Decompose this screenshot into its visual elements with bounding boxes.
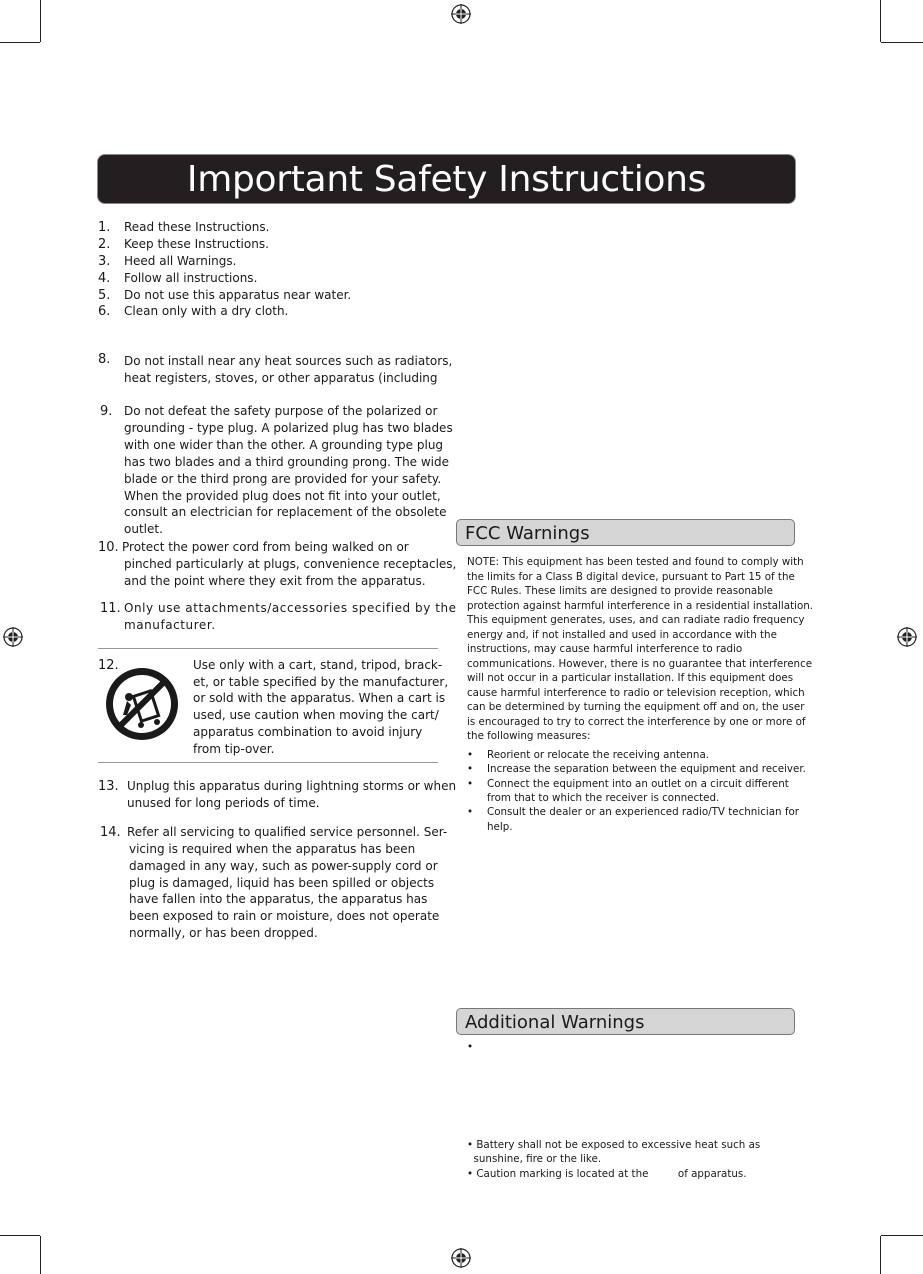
crop-mark [880,0,881,42]
item-text: Heed all Warnings. [124,254,237,268]
item-text: damaged in any way, such as power-supply cord or [129,859,438,873]
item-text: and the point where they exit from the apparatus. [124,574,426,588]
item-number: 1. [98,220,111,235]
fcc-bullet-text: Consult the dealer or an experienced radio/TV technician for [487,806,799,818]
item-text: Do not use this apparatus near water. [124,288,352,302]
fcc-bullet-text: Reorient or relocate the receiving antenna. [487,749,710,761]
registration-mark-icon [451,1248,471,1268]
item-number: 4. [98,271,111,286]
fcc-line: cause harmful interference to radio or television reception, which [467,687,805,699]
item-number: 14. [100,825,121,840]
additional-warnings-heading: Additional Warnings [456,1008,795,1035]
fcc-bullet-text: Connect the equipment into an outlet on a circuit different [487,778,789,790]
fcc-warnings-heading: FCC Warnings [456,519,795,546]
item-text: Do not install near any heat sources such as radiators, [124,354,453,368]
item-text: Only use attachments/accessories specified by the [124,601,457,615]
fcc-line: the following measures: [467,730,591,742]
item-text: et, or table specified by the manufacturer, [193,675,449,689]
item-text: used, use caution when moving the cart/ [193,708,439,722]
fcc-line: This equipment generates, uses, and can radiate radio frequency [467,614,805,626]
crop-mark [0,1235,40,1236]
fcc-line: NOTE: This equipment has been tested and found to comply with [467,556,804,568]
fcc-line: energy and, if not installed and used in accordance with the [467,629,777,641]
item-text: with one wider than the other. A grounding type plug [124,438,444,452]
item-text: Follow all instructions. [124,271,258,285]
item-text: manufacturer. [124,618,216,632]
item-text: Use only with a cart, stand, tripod, brack- [193,658,443,672]
item-text: consult an electrician for replacement of the obsolete [124,505,447,519]
item-text: normally, or has been dropped. [129,926,318,940]
item-text: or sold with the apparatus. When a cart is [193,691,446,705]
item-text: Read these Instructions. [124,220,270,234]
item-text: Unplug this apparatus during lightning storms or when [127,779,457,793]
item-text: Do not defeat the safety purpose of the polarized or [124,404,438,418]
item-text: vicing is required when the apparatus has been [129,842,416,856]
item-text: blade or the third prong are provided for your safety. [124,472,442,486]
item-text: Keep these Instructions. [124,237,269,251]
fcc-line: protection against harmful interference in a residential installation. [467,600,814,612]
fcc-line: instructions, may cause harmful interference to radio [467,643,743,655]
fcc-bullet-text: from that to which the receiver is connected. [487,792,720,804]
fcc-line: can be determined by turning the equipment off and on, the user [467,701,805,713]
item-text: apparatus combination to avoid injury [193,725,423,739]
crop-mark [0,42,40,43]
item-text: grounding - type plug. A polarized plug has two blades [124,421,453,435]
item-text: has two blades and a third grounding prong. The wide [124,455,450,469]
item-text: from tip-over. [193,742,275,756]
item-number: 6. [98,304,111,319]
item-text: Protect the power cord from being walked on or [122,540,409,554]
item-number: 10. [98,540,119,555]
item-text: pinched particularly at plugs, convenience receptacles, [124,557,457,571]
additional-line: • Battery shall not be exposed to excessive heat such as [467,1139,761,1151]
page-title: Important Safety Instructions [98,155,795,203]
cart-tip-over-warning-icon [105,667,180,741]
item-text: unused for long periods of time. [127,796,320,810]
item-number: 13. [98,779,119,794]
fcc-bullet-text: help. [487,821,513,833]
crop-mark [881,42,923,43]
item-number: 5. [98,288,111,303]
item-text: When the provided plug does not fit into your outlet, [124,489,441,503]
crop-mark [881,1235,923,1236]
item-text: have fallen into the apparatus, the apparatus has [129,892,428,906]
bullet-icon: • [467,763,474,775]
item-text: heat registers, stoves, or other apparatus (including [124,371,438,385]
additional-line: sunshine, fire or the like. [467,1153,602,1165]
fcc-line: FCC Rules. These limits are designed to provide reasonable [467,585,773,597]
item-number: 9. [100,404,113,419]
item-number: 8. [98,352,111,367]
item-text: been exposed to rain or moisture, does not operate [129,909,440,923]
registration-mark-icon [451,4,471,24]
item-number: 12. [98,658,119,673]
item-text: Refer all servicing to qualified service personnel. Ser- [127,825,448,839]
bullet-icon: • [467,806,474,818]
item-text: plug is damaged, liquid has been spilled or objects [129,876,435,890]
item-number: 2. [98,237,111,252]
crop-mark [40,0,41,42]
registration-mark-icon [897,627,917,647]
bullet-icon: • [467,778,474,790]
crop-mark [880,1236,881,1274]
additional-line: • Caution marking is located at the of apparatus. [467,1168,747,1180]
divider [98,762,438,763]
bullet-icon: • [467,749,474,761]
item-text: outlet. [124,522,163,536]
item-number: 11. [100,601,121,616]
fcc-line: is encouraged to try to correct the interference by one or more of [467,716,806,728]
crop-mark [40,1236,41,1274]
fcc-line: will not occur in a particular installation. If this equipment does [467,672,794,684]
fcc-line: communications. However, there is no guarantee that interference [467,658,813,670]
item-number: 3. [98,254,111,269]
registration-mark-icon [3,627,23,647]
fcc-bullet-text: Increase the separation between the equipment and receiver. [487,763,806,775]
item-text: Clean only with a dry cloth. [124,304,289,318]
fcc-line: the limits for a Class B digital device, pursuant to Part 15 of the [467,571,795,583]
divider [98,648,438,649]
empty-bullet: • [467,1041,474,1053]
